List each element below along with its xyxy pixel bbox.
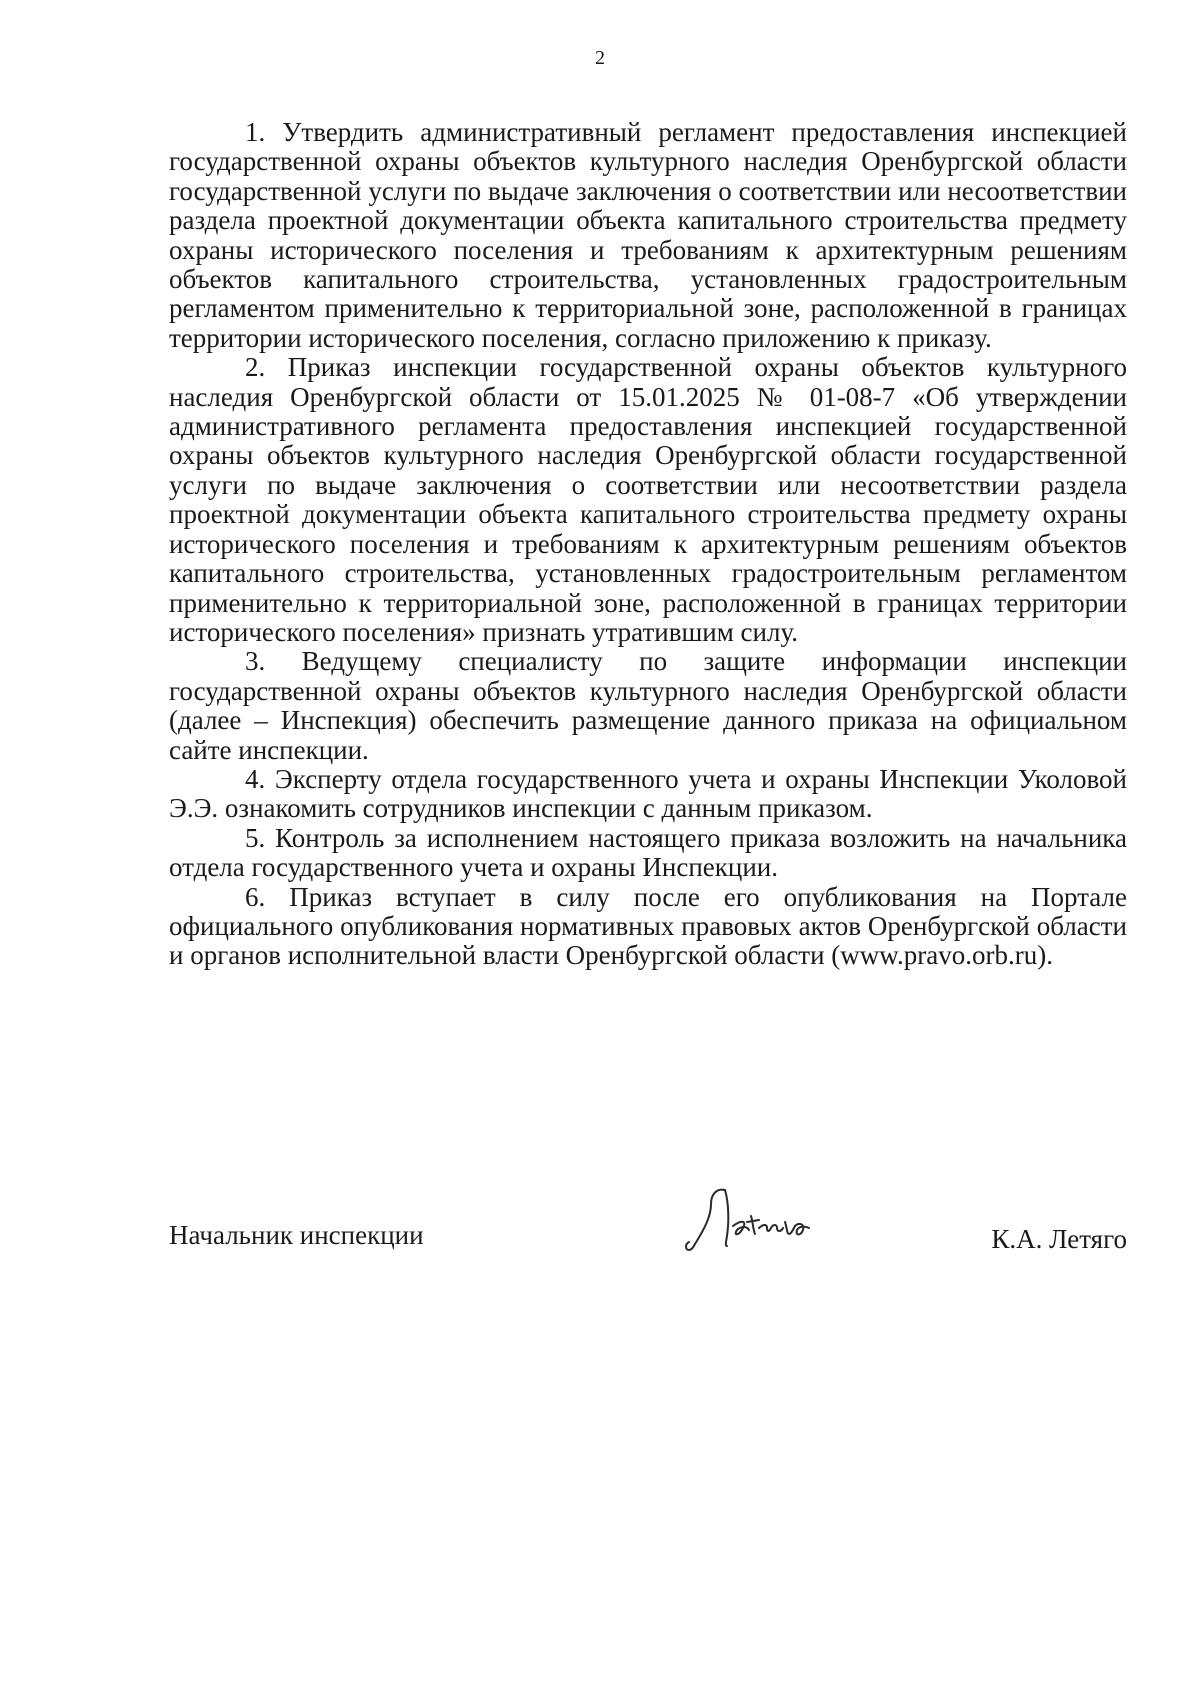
paragraph-4: 4. Эксперту отдела государственного учета и охраны Инспекции Уколовой Э.Э. ознакомить сотрудников инспекции с данным приказом. [169, 763, 1127, 824]
signatory-name: К.А. Летяго [991, 1224, 1127, 1254]
order-body [169, 118, 1127, 971]
page-number: 2 [595, 47, 605, 69]
paragraph-1: 1. Утвердить административный регламент предоставления инспекцией государственной охраны объектов культурного наследия Оренбургской области государственной услуги по выдаче заключения о соответствии или несоответствии раздела проектной документации объекта капитального строительства предмету охраны исторического поселения и требованиям к архитектурным решениям объектов капитального строительства, установленных градостроительным регламентом применительно к территориальной зоне, расположенной в границах территории исторического поселения, согласно приложению к приказу. [169, 117, 1127, 353]
handwritten-signature-icon [681, 1180, 831, 1260]
signatory-position: Начальник инспекции [169, 1220, 424, 1250]
paragraph-3: 3. Ведущему специалисту по защите информации инспекции государственной охраны объектов культурного наследия Оренбургской области (далее – Инспекция) обеспечить размещение данного приказа на официальном сайте инспекции. [169, 646, 1127, 765]
signature-block [169, 1180, 1127, 1260]
paragraph-2: 2. Приказ инспекции государственной охраны объектов культурного наследия Оренбургской области от 15.01.2025 № 01-08-7 «Об утверждении административного регламента предоставления инспекцией государственной охраны объектов культурного наследия Оренбургской области государственной услуги по выдаче заключения о соответствии или несоответствии раздела проектной документации объекта капитального строительства предмету охраны исторического поселения и требованиям к архитектурным решениям объектов капитального строительства, установленных градостроительным регламентом применительно к территориальной зоне, расположенной в границах территории исторического поселения» признать утратившим силу. [169, 352, 1127, 647]
paragraph-6: 6. Приказ вступает в силу после его опубликования на Портале официального опубликования нормативных правовых актов Оренбургской области и органов исполнительной власти Оренбургской области (www.pravo.orb.ru). [169, 881, 1127, 971]
paragraph-5: 5. Контроль за исполнением настоящего приказа возложить на начальника отдела государственного учета и охраны Инспекции. [169, 822, 1127, 883]
